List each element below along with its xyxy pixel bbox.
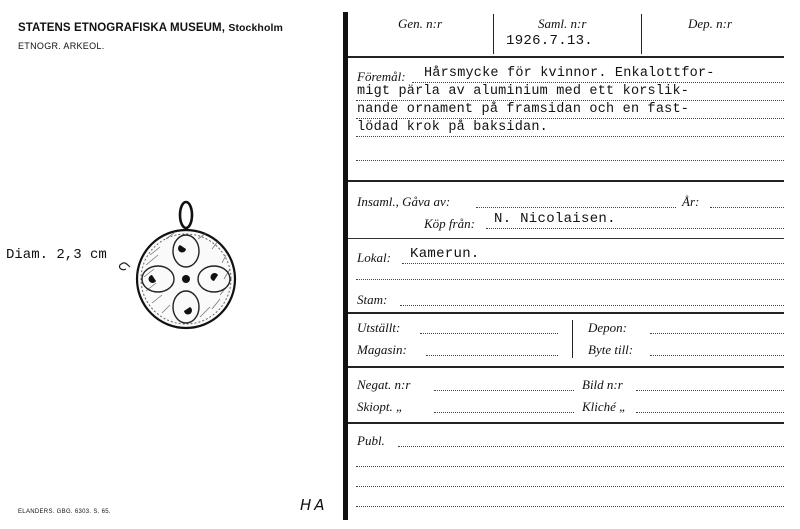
magasin-dotted <box>426 355 558 356</box>
ar-dotted <box>710 207 784 208</box>
foremal-label: Föremål: <box>357 69 406 84</box>
hair-ornament-drawing <box>100 195 250 335</box>
foremal-rule <box>348 180 784 182</box>
header-separator-1 <box>493 14 494 54</box>
printer-imprint: ELANDERS. GBG. 6303. S. 65. <box>18 509 111 515</box>
lokal-dotted-2 <box>356 279 784 280</box>
kliche-dotted <box>636 412 784 413</box>
stam-rule <box>348 312 784 314</box>
foremal-line-3: nande ornament på framsidan och en fast- <box>357 102 690 117</box>
bild-dotted <box>636 390 784 391</box>
negat-dotted <box>434 390 574 391</box>
header-rule <box>348 56 784 58</box>
department-label: ETNOGR. ARKEOL. <box>18 41 105 51</box>
kop-dotted <box>486 228 784 229</box>
foremal-dotted-4 <box>356 136 784 137</box>
stam-label: Stam: <box>357 292 388 307</box>
byte-dotted <box>650 355 784 356</box>
insaml-label: Insaml., Gåva av: <box>357 194 451 209</box>
dep-nr-label: Dep. n:r <box>688 16 733 31</box>
saml-nr-value: 1926.7.13. <box>506 33 594 49</box>
photo-rule <box>348 422 784 424</box>
foremal-line-2: migt pärla av aluminium med ett korslik- <box>357 84 690 99</box>
bild-label: Bild n:r <box>582 377 623 392</box>
kop-label: Köp från: <box>424 216 475 231</box>
foremal-line-1: Hårsmycke för kvinnor. Enkalottfor- <box>424 66 715 81</box>
utstallt-label: Utställt: <box>357 320 401 335</box>
lokal-label: Lokal: <box>357 250 391 265</box>
storage-rule <box>348 366 784 368</box>
gen-nr-label: Gen. n:r <box>398 16 443 31</box>
magasin-label: Magasin: <box>357 342 407 357</box>
card-divider <box>343 12 348 520</box>
saml-nr-label: Saml. n:r <box>538 16 587 31</box>
publ-dotted-3 <box>356 486 784 487</box>
stam-dotted <box>400 305 784 306</box>
negat-label: Negat. n:r <box>357 377 411 392</box>
publ-dotted-1 <box>398 446 784 447</box>
handwritten-initials: HA <box>300 496 328 514</box>
byte-label: Byte till: <box>588 342 634 357</box>
lokal-dotted-1 <box>402 263 784 264</box>
skiopt-label: Skiopt. „ <box>357 399 404 414</box>
foremal-dotted-5 <box>356 160 784 161</box>
museum-header <box>18 22 283 34</box>
lokal-value: Kamerun. <box>410 246 480 262</box>
kop-value: N. Nicolaisen. <box>494 211 616 227</box>
dimension-note: Diam. 2,3 cm <box>6 247 107 263</box>
publ-label: Publ. <box>357 433 385 448</box>
publ-dotted-2 <box>356 466 784 467</box>
ar-label: År: <box>682 194 700 209</box>
storage-separator <box>572 320 573 358</box>
depon-label: Depon: <box>588 320 627 335</box>
publ-dotted-4 <box>356 506 784 507</box>
skiopt-dotted <box>434 412 574 413</box>
museum-name: STATENS ETNOGRAFISKA MUSEUM, <box>18 22 226 34</box>
museum-city: Stockholm <box>228 22 283 34</box>
foremal-dotted-1 <box>412 82 784 83</box>
header-separator-2 <box>641 14 642 54</box>
insaml-dotted <box>476 207 676 208</box>
foremal-line-4: lödad krok på baksidan. <box>357 120 548 135</box>
foremal-dotted-2 <box>356 100 784 101</box>
kliche-label: Kliché „ <box>582 399 627 414</box>
utstallt-dotted <box>420 333 558 334</box>
depon-dotted <box>650 333 784 334</box>
foremal-dotted-3 <box>356 118 784 119</box>
insaml-rule <box>348 238 784 239</box>
